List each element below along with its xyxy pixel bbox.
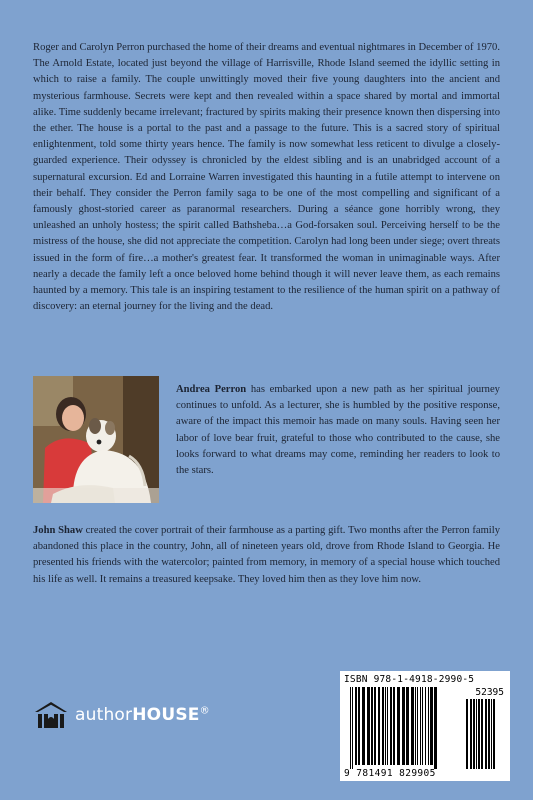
illustrator-note xyxy=(33,523,500,588)
barcode-bars-icon xyxy=(340,671,510,781)
author-name: Andrea Perron xyxy=(176,384,247,395)
publisher-name: authorHOUSE® xyxy=(75,705,210,725)
barcode-bar xyxy=(382,687,384,765)
publisher-logo xyxy=(33,700,210,730)
author-photo xyxy=(33,376,159,503)
book-description: Roger and Carolyn Perron purchased the home of their dreams and eventual nightmares in December of 1970. The Arnold Estate, located just beyond the village of Harrisville, Rhode Island seemed the idyllic setting in which to raise a family. The couple unwittingly moved their five young daughters into the ancient and mysterious farmhouse. Secrets were kept and then revealed within a space shared by mortal and immortal alike. Time suddenly became irrelevant; fractured by spirits making their presence known then dispersing into the ether. The house is a portal to the past and a passage to the future. This is a sacred story of spiritual enlightenment, told some thirty years hence. The family is now somewhat less reticent to divulge a closely-guarded experience. Their odyssey is chronicled by the eldest sibling and is an unabridged account of a supernatural excursion. Ed and Lorraine Warren investigated this haunting in a futile attempt to intervene on their behalf. They consider the Perron family saga to be one of the most compelling and significant of a famously ghost-storied career as paranormal researchers. During a séance gone horribly wrong, they unleashed an unholy hostess; the spirit called Bathsheba…a God-forsaken soul. Perceiving herself to be the mistress of the house, she did not appreciate the competition. Carolyn had long been under siege; overt threats issued in the form of fire…a mother's greatest fear. It transformed the woman in unimaginable ways. After nearly a decade the family left a once beloved home behind though it will never leave them, as each remains haunted by a memory. This tale is an inspiring testament to the resilience of the human spirit on a pathway of discovery: an eternal journey for the living and the dead. xyxy=(33,42,500,313)
barcode-bar xyxy=(387,687,388,765)
barcode-bar xyxy=(415,687,416,765)
barcode-bar xyxy=(434,687,437,769)
illustrator-name: John Shaw xyxy=(33,525,83,536)
barcode-bar xyxy=(385,687,386,765)
illustrator-note-text: created the cover portrait of their farmhouse as a parting gift. Two months after the Perron family abandoned this place in the country, John, all of nineteen years old, drove from Rhode Island to Georgia. He presented his friends with the watercolor; painted from memory, in memory of a special house which touched his life as well. It remains a treasured keepsake. They loved him then as they love him now. xyxy=(33,525,500,585)
author-bio xyxy=(176,382,500,479)
author-bio-text: has embarked upon a new path as her spiritual journey continues to unfold. As a lecturer, she is humbled by the positive response, aware of the impact this memoir has made on many souls. Having seen her labor of love bear fruit, grateful to those who contributed to the cause, she looks forward to what dreams may come, reminding her readers to look to the stars. xyxy=(176,384,500,477)
addon-bar xyxy=(488,699,490,769)
barcode-bar xyxy=(420,687,421,765)
barcode-bar xyxy=(411,687,414,765)
barcode-bar xyxy=(417,687,418,765)
isbn-label: ISBN 978-1-4918-2990-5 xyxy=(344,674,475,685)
barcode-bar xyxy=(355,687,357,765)
barcode-bar xyxy=(390,687,392,765)
barcode-bar xyxy=(422,687,423,765)
barcode-bar xyxy=(402,687,405,765)
addon-bar xyxy=(470,699,472,769)
barcode-bar xyxy=(393,687,395,765)
addon-bar xyxy=(491,699,492,769)
barcode-bar xyxy=(358,687,360,765)
addon-bar xyxy=(493,699,495,769)
barcode-bar xyxy=(397,687,400,765)
addon-bar xyxy=(466,699,468,769)
barcode-bar xyxy=(406,687,409,765)
author-with-dog-image xyxy=(33,376,159,503)
barcode-bar xyxy=(378,687,380,765)
addon-bar xyxy=(473,699,475,769)
barcode-bar xyxy=(374,687,376,765)
addon-bar xyxy=(478,699,480,769)
barcode-bar xyxy=(430,687,433,765)
ean-digits: 9 781491 829905 xyxy=(344,768,436,779)
authorhouse-house-icon xyxy=(33,700,69,730)
barcode-bar xyxy=(367,687,370,765)
barcode-bar xyxy=(371,687,373,765)
addon-bar xyxy=(485,699,487,769)
barcode-bar xyxy=(352,687,353,769)
barcode-bar xyxy=(350,687,351,769)
addon-bar xyxy=(481,699,483,769)
barcode-bar xyxy=(362,687,365,765)
barcode-bar xyxy=(428,687,429,765)
isbn-barcode xyxy=(340,671,510,781)
price-code: 52395 xyxy=(475,687,504,698)
addon-bar xyxy=(476,699,477,769)
barcode-bar xyxy=(425,687,426,765)
